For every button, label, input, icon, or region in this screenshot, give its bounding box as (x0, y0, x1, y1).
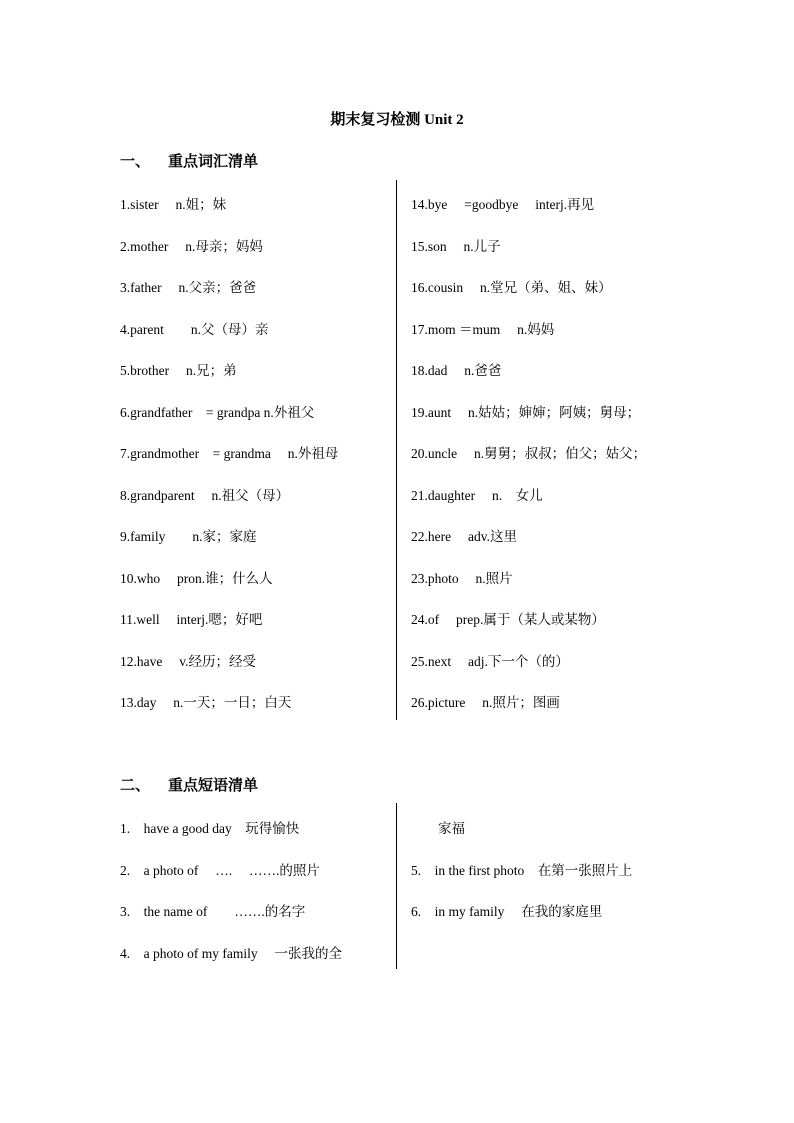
vocab-item: 7.grandmother = grandma n.外祖母 (120, 446, 339, 461)
vocab-item: 19.aunt n.姑姑；婶婶；阿姨；舅母； (411, 404, 641, 420)
vocab-item: 13.day n.一天；一日；白天 (120, 695, 292, 710)
vocab-item: 15.son n.儿子 (411, 238, 501, 254)
vocab-item: 11.well interj.嗯；好吧 (120, 612, 263, 627)
vocab-item: 18.dad n.爸爸 (411, 363, 502, 378)
vocab-item: 17.mom ＝mum n.妈妈 (411, 321, 555, 337)
vocab-item: 25.next adj.下一个（的） (411, 653, 569, 669)
vocab-item: 24.of prep.属于（某人或某物） (411, 612, 605, 627)
section-2-title: 重点短语清单 (168, 778, 259, 794)
vocab-item: 8.grandparent n.祖父（母） (120, 487, 290, 503)
vocab-item: 2.mother n.母亲；妈妈 (120, 238, 263, 254)
vocab-item: 5.brother n.兄；弟 (120, 363, 237, 378)
vocab-item: 20.uncle n.舅舅；叔叔；伯父；姑父； (411, 446, 647, 461)
column-divider (396, 180, 397, 720)
phrase-item: 4. a photo of my family 一张我的全 (120, 945, 342, 961)
vocab-item: 10.who pron.谁；什么人 (120, 570, 273, 586)
vocab-item: 16.cousin n.堂兄（弟、姐、妹） (411, 280, 612, 295)
vocab-item: 4.parent n.父（母）亲 (120, 321, 269, 337)
section-1-title: 重点词汇清单 (168, 154, 259, 170)
phrase-item: 3. the name of …….的名字 (120, 904, 306, 919)
section-1-number: 一、 (120, 154, 151, 170)
section-2-heading (120, 774, 258, 795)
vocab-item: 26.picture n.照片；图画 (411, 695, 560, 710)
vocab-item: 21.daughter n. 女儿 (411, 487, 543, 503)
vocab-item: 1.sister n.姐；妹 (120, 197, 227, 212)
vocab-item: 14.bye =goodbye interj.再见 (411, 197, 595, 212)
vocab-item: 12.have v.经历；经受 (120, 653, 256, 669)
vocab-item: 22.here adv.这里 (411, 529, 517, 544)
page-title: 期末复习检测 Unit 2 (330, 112, 464, 128)
section-1-heading (120, 150, 258, 171)
phrase-item: 2. a photo of …. …….的照片 (120, 862, 320, 878)
phrase-item: 6. in my family 在我的家庭里 (411, 904, 603, 919)
vocab-item: 23.photo n.照片 (411, 570, 513, 586)
phrase-item: 5. in the first photo 在第一张照片上 (411, 862, 633, 878)
vocab-item: 9.family n.家；家庭 (120, 529, 257, 544)
vocab-item: 6.grandfather = grandpa n.外祖父 (120, 404, 315, 420)
column-divider (396, 803, 397, 969)
vocab-item: 3.father n.父亲；爸爸 (120, 280, 257, 295)
phrase-item: 1. have a good day 玩得愉快 (120, 821, 300, 836)
section-2-number: 二、 (120, 778, 151, 794)
phrase-item: 家福 (411, 821, 465, 836)
